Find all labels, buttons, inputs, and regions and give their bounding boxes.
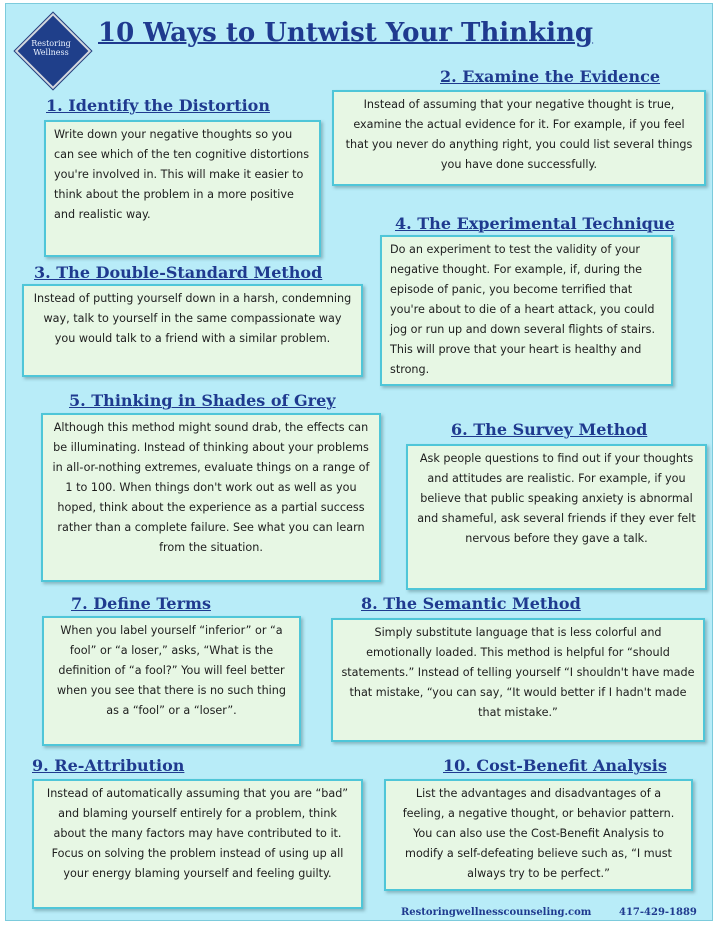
section-9-heading: 9. Re-Attribution (32, 756, 185, 775)
section-4-box (380, 235, 673, 386)
footer-phone: 417-429-1889 (619, 907, 697, 918)
section-5-text: Although this method might sound drab, the effects can be illuminating. Instead of thinking about your problems in all-or-nothing extremes, evaluate things on a range of 1 to 100. When things don't work out as well as you hoped, think about the experience as a partial success rather than a complete failure. See what you can learn from the situation. (52, 421, 370, 554)
section-1-box (44, 120, 321, 257)
worksheet-page (5, 3, 713, 921)
section-3-heading: 3. The Double-Standard Method (34, 263, 323, 282)
section-6-heading: 6. The Survey Method (451, 420, 648, 439)
logo-line2: Wellness (33, 48, 69, 57)
section-8-text: Simply substitute language that is less colorful and emotionally loaded. This method is helpful for “should statements.” Instead of telling yourself “I shouldn't have made that mistake, “you can say, “It would better if I hadn't made that mistake.” (341, 626, 695, 719)
page-title: 10 Ways to Untwist Your Thinking (98, 18, 594, 48)
section-9-text: Instead of automatically assuming that you are “bad” and blaming yourself entirely for a problem, think about the many factors may have contributed to it. Focus on solving the problem instead of using up all your energy blaming yourself and feeling guilty. (46, 787, 349, 880)
section-2-text: Instead of assuming that your negative thought is true, examine the actual evidence for it. For example, if you feel that you never do anything right, you could list several things you have done successfully. (345, 98, 693, 171)
section-4-text: Do an experiment to test the validity of your negative thought. For example, if, during the episode of panic, you become terrified that you're about to die of a heart attack, you could jog or run up and down several flights of stairs. This will prove that your heart is healthy and strong. (390, 243, 655, 376)
section-1-heading: 1. Identify the Distortion (46, 96, 270, 115)
section-10-box (384, 779, 693, 891)
section-2-heading: 2. Examine the Evidence (440, 67, 661, 86)
section-5-box (41, 413, 381, 582)
section-4-heading: 4. The Experimental Technique (395, 214, 675, 233)
section-8-heading: 8. The Semantic Method (361, 594, 581, 613)
section-3-text: Instead of putting yourself down in a harsh, condemning way, talk to yourself in the same compassionate way you would talk to a friend with a similar problem. (33, 292, 352, 345)
logo-line1: Restoring (31, 39, 71, 48)
section-6-text: Ask people questions to find out if your thoughts and attitudes are realistic. For example, if you believe that public speaking anxiety is abnormal and shameful, ask several friends if they ever felt nervous before they gave a talk. (417, 452, 696, 545)
section-7-box (42, 616, 301, 746)
section-6-box (406, 444, 707, 590)
section-9-box (32, 779, 363, 909)
section-10-text: List the advantages and disadvantages of a feeling, a negative thought, or behavior pattern. You can also use the Cost-Benefit Analysis to modify a self-defeating believe such as, “I must always try to be perfect.” (402, 787, 675, 880)
restoring-wellness-logo (18, 16, 84, 82)
section-2-box (332, 90, 706, 186)
section-5-heading: 5. Thinking in Shades of Grey (69, 391, 336, 410)
section-7-text: When you label yourself “inferior” or “a fool” or “a loser,” asks, “What is the definition of “a fool?” You will feel better when you see that there is no such thing as a “fool” or a “loser”. (57, 624, 286, 717)
section-8-box (331, 618, 705, 742)
section-7-heading: 7. Define Terms (71, 594, 211, 613)
footer-website: Restoringwellnesscounseling.com (401, 907, 592, 918)
section-1-text: Write down your negative thoughts so you can see which of the ten cognitive distortions you're involved in. This will make it easier to think about the problem in a more positive and realistic way. (54, 128, 310, 221)
section-10-heading: 10. Cost-Benefit Analysis (443, 756, 667, 775)
section-3-box (22, 284, 363, 377)
